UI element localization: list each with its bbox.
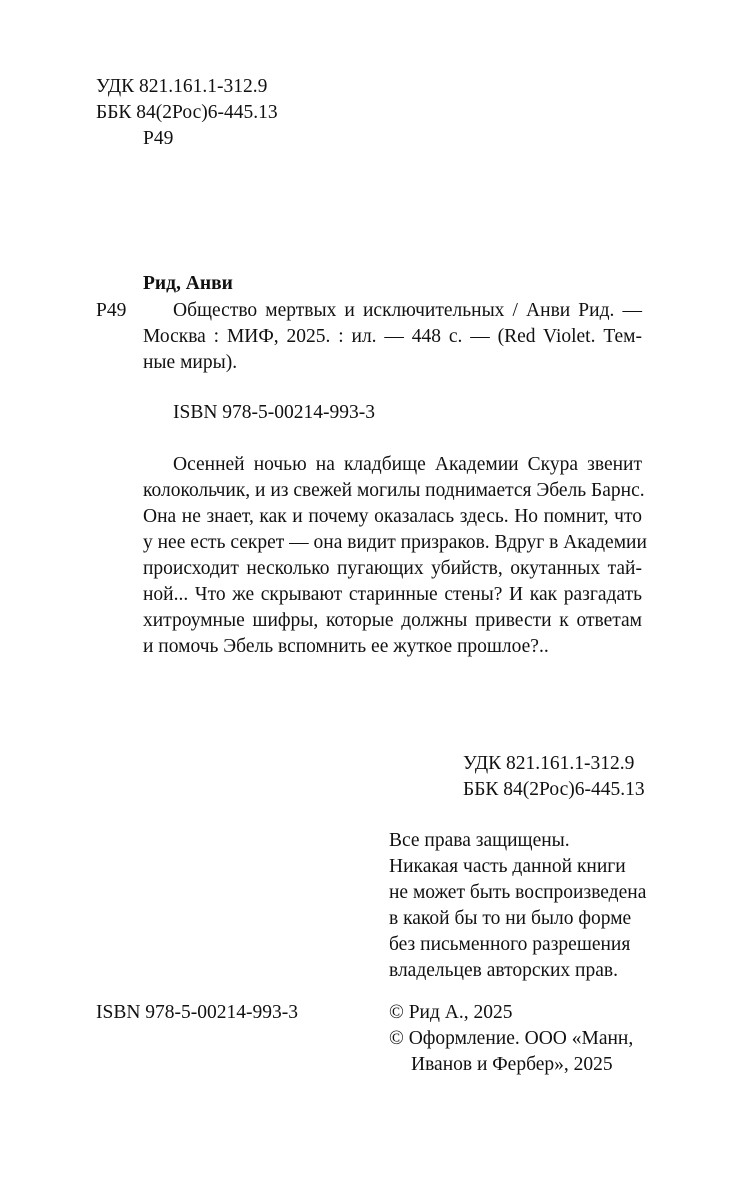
copyright-design-line-2: Иванов и Фербер», 2025 — [411, 1054, 613, 1075]
copyright-author: © Рид А., 2025 — [389, 1002, 513, 1023]
udk-code-top: УДК 821.161.1-312.9 — [96, 76, 268, 97]
author-mark-top: Р49 — [143, 128, 174, 149]
copyright-design-line-1: © Оформление. ООО «Манн, — [389, 1028, 634, 1049]
rights-line-1: Все права защищены. — [389, 830, 570, 851]
annotation-line-2: колокольчик, и из свежей могилы поднимается Эбель Барнс. — [143, 480, 645, 501]
annotation-line-1: Осенней ночью на кладбище Академии Скура звенит — [173, 454, 642, 475]
catalog-description-line-1: Общество мертвых и исключительных / Анви Рид. — — [173, 300, 642, 321]
rights-line-6: владельцев авторских прав. — [389, 960, 618, 981]
rights-line-2: Никакая часть данной книги — [389, 856, 626, 877]
annotation-line-5: происходит несколько пугающих убийств, окутанных тай- — [143, 558, 642, 579]
catalog-description-line-3: ные миры). — [143, 352, 238, 373]
annotation-line-6: ной... Что же скрывают старинные стены? И как разгадать — [143, 584, 642, 605]
bbk-code-bottom: ББК 84(2Рос)6-445.13 — [463, 779, 645, 800]
rights-line-5: без письменного разрешения — [389, 934, 631, 955]
annotation-line-7: хитроумные шифры, которые должны привести к ответам — [143, 610, 642, 631]
author-mark-entry: Р49 — [96, 300, 127, 321]
rights-line-3: не может быть воспроизведена — [389, 882, 647, 903]
isbn-bottom: ISBN 978-5-00214-993-3 — [96, 1002, 299, 1023]
annotation-line-4: у нее есть секрет — она видит призраков. Вдруг в Академии — [143, 532, 647, 553]
annotation-line-3: Она не знает, как и почему оказалась здесь. Но помнит, что — [143, 506, 642, 527]
rights-line-4: в какой бы то ни было форме — [389, 908, 632, 929]
annotation-line-8: и помочь Эбель вспомнить ее жуткое прошлое?.. — [143, 636, 549, 657]
udk-code-bottom: УДК 821.161.1-312.9 — [463, 753, 635, 774]
bbk-code-top: ББК 84(2Рос)6-445.13 — [96, 102, 278, 123]
catalog-description-line-2: Москва : МИФ, 2025. : ил. — 448 с. — (Red Violet. Тем- — [143, 326, 642, 347]
catalog-isbn: ISBN 978-5-00214-993-3 — [173, 402, 376, 423]
author-name: Рид, Анви — [143, 273, 233, 294]
